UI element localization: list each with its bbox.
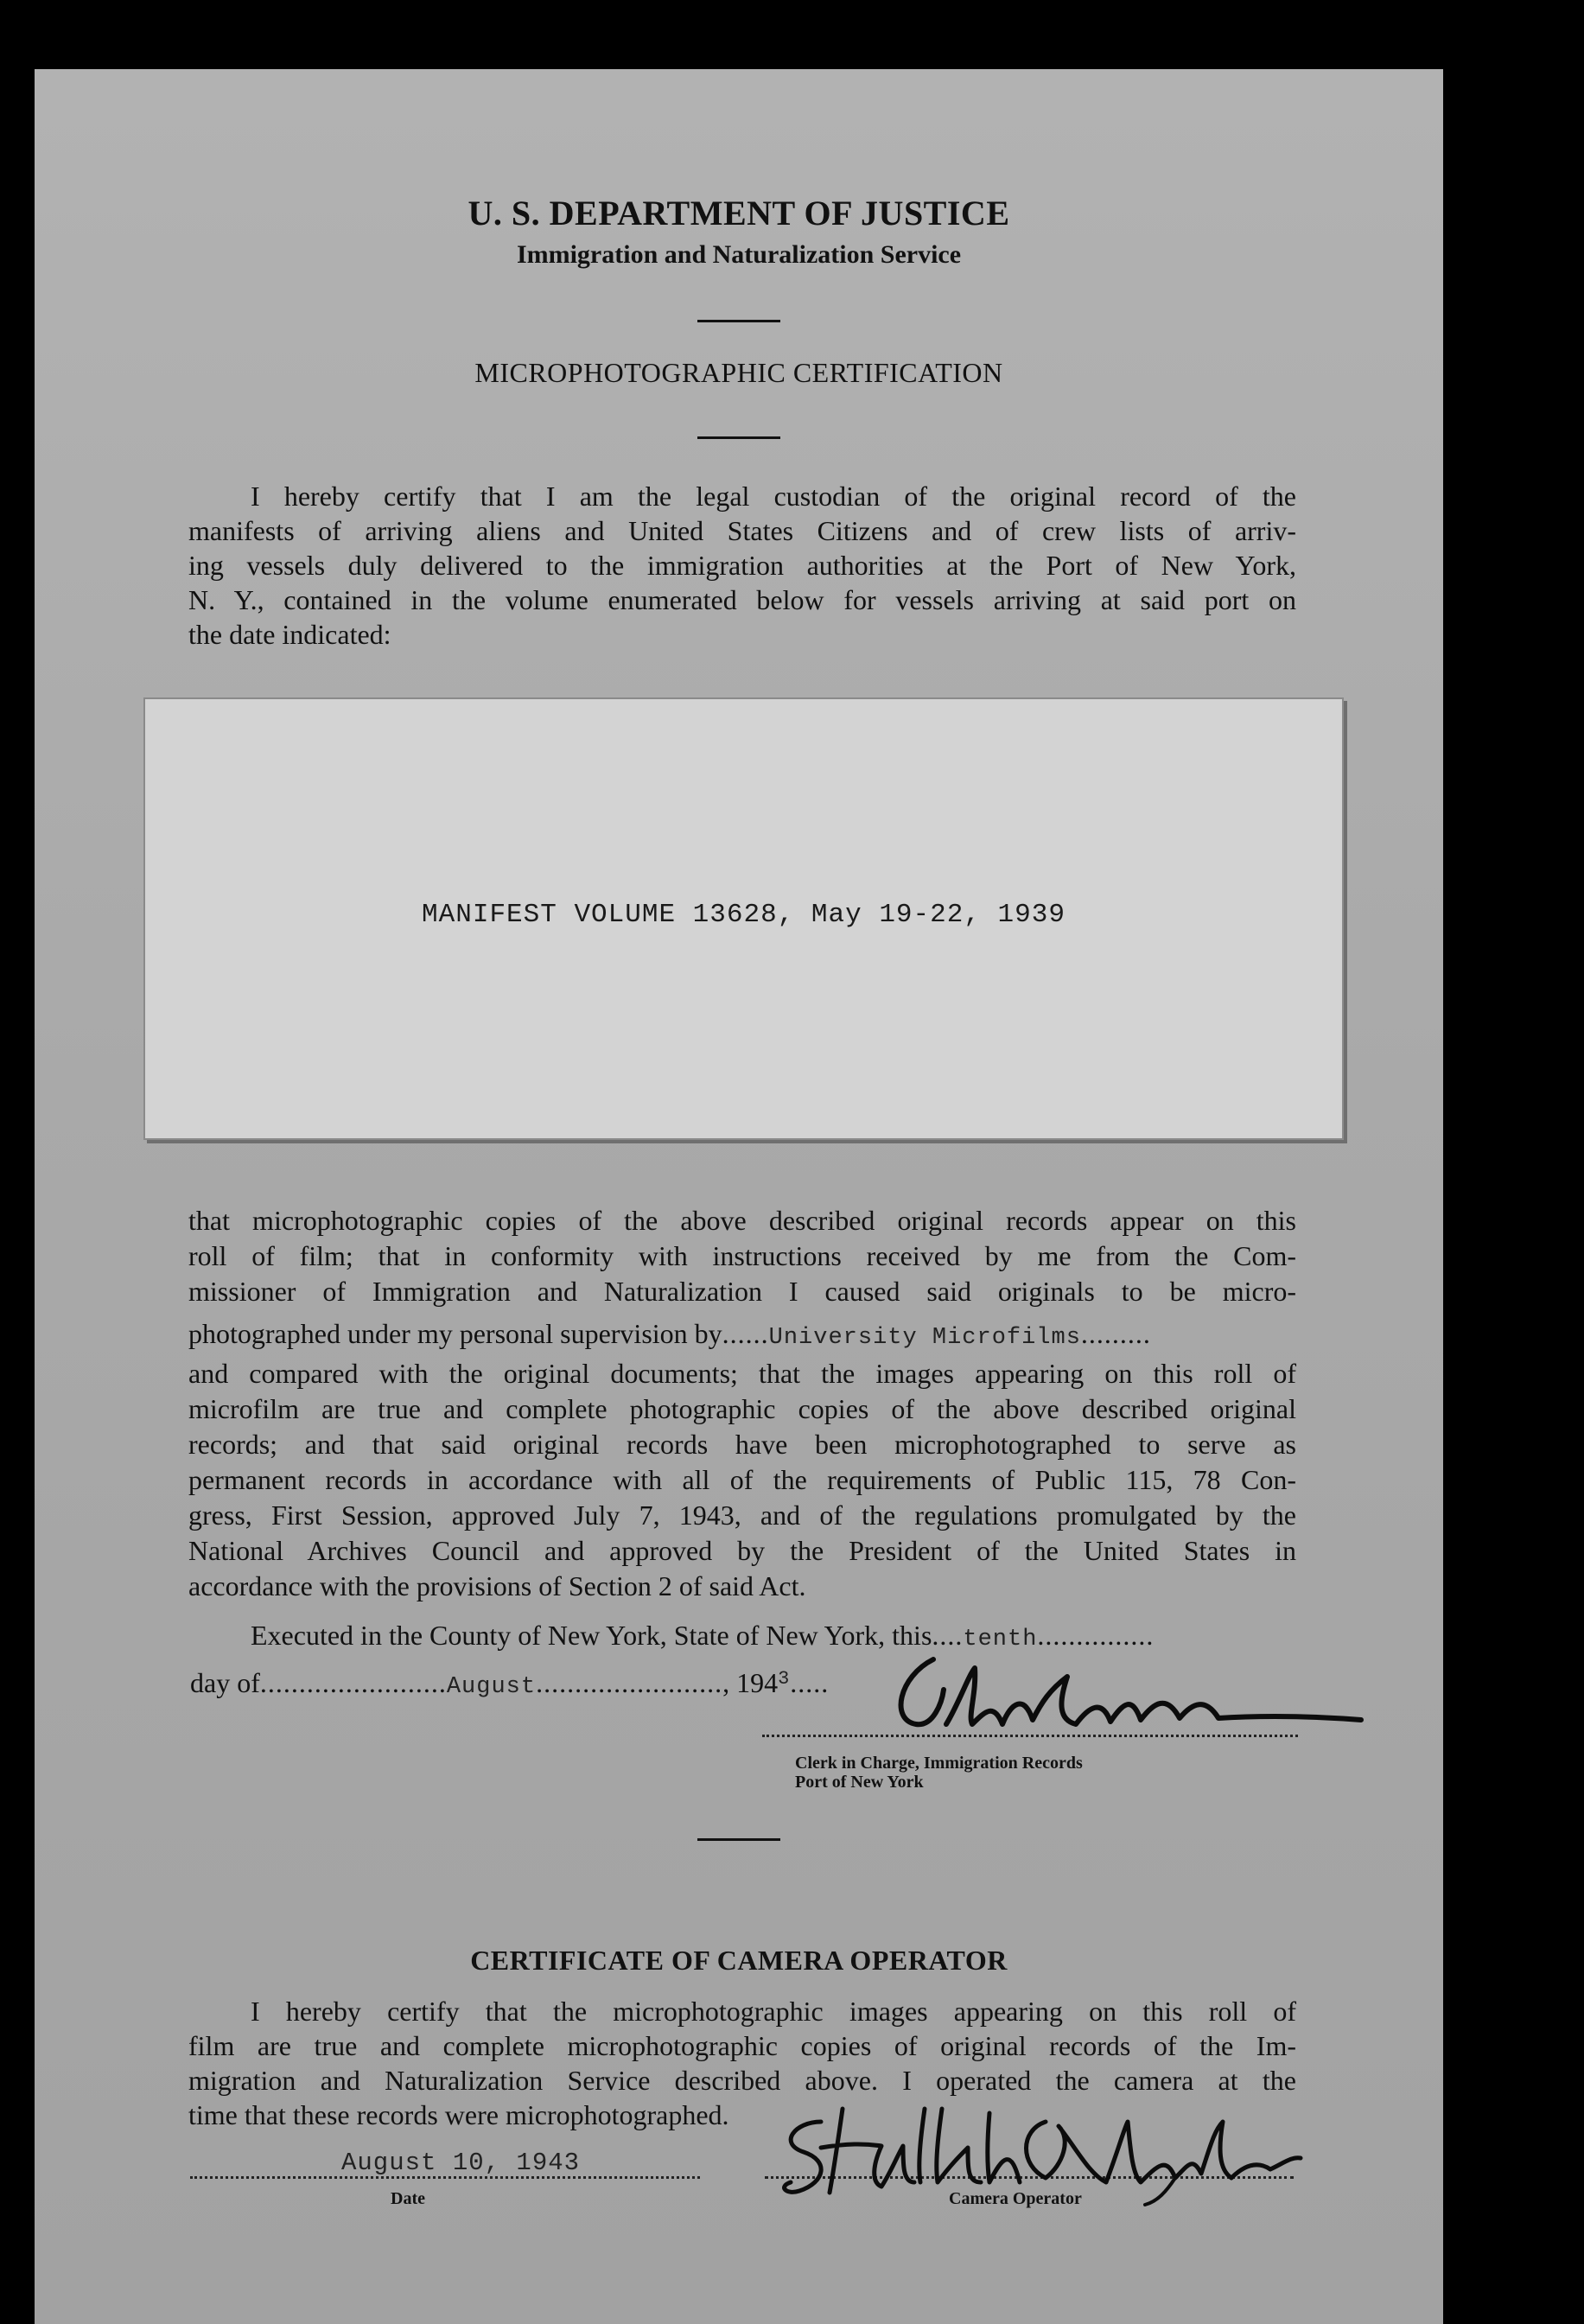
dot-leader: .... [932,1620,964,1651]
clerk-title-line2: Port of New York [795,1773,924,1792]
dot-leader: ........................ [259,1667,447,1698]
manifest-card [143,697,1344,1140]
supervisor-value: University Microfilms [768,1325,1081,1351]
intro-line: I hereby certify that I am the legal custodian of the original record of the [251,481,1296,512]
service-subheading: Immigration and Naturalization Service [516,240,962,269]
intro-line: manifests of arriving aliens and United States Citizens and of crew lists of arriv- [188,515,1296,546]
body-line: accordance with the provisions of Section 2 of said Act. [188,1570,806,1601]
certificate-page [35,69,1443,2324]
body-line: National Archives Council and approved by the President of the United States in [188,1535,1296,1566]
body-line: and compared with the original documents; that the images appearing on this roll of [188,1358,1296,1389]
certification-title: MICROPHOTOGRAPHIC CERTIFICATION [474,357,1003,388]
execution-month-value: August [446,1674,537,1700]
body-line: roll of film; that in conformity with instructions received by me from the Com- [188,1240,1296,1271]
intro-line: the date indicated: [188,619,391,650]
dot-leader: ..... [790,1667,830,1698]
intro-paragraph [188,479,1296,652]
body-line: records; and that said original records have been microphotographed to serve as [188,1429,1296,1460]
day-of-label: day of [190,1667,260,1698]
year-digit: 3 [778,1668,791,1690]
supervision-prefix: photographed under my personal supervision by [188,1318,722,1349]
execution-prefix: Executed in the County of New York, State of New York, this [251,1620,932,1651]
body-line: permanent records in accordance with all of the requirements of Public 115, 78 Con- [188,1464,1296,1495]
dot-leader: ......... [1080,1318,1151,1349]
execution-day-value: tenth [963,1627,1038,1652]
camera-line: film are true and complete microphotographic copies of original records of the Im- [188,2030,1296,2061]
intro-line: ing vessels duly delivered to the immigration authorities at the Port of New York, [188,550,1296,581]
body-paragraph [188,1203,1296,1604]
year-prefix: , 194 [722,1667,779,1698]
camera-line: I hereby certify that the microphotographic images appearing on this roll of [251,1996,1296,2027]
divider-rule [697,320,780,322]
dot-leader: ............... [1037,1620,1155,1651]
manifest-volume-text: MANIFEST VOLUME 13628, May 19-22, 1939 [422,900,1066,930]
date-label: Date [391,2189,425,2208]
clerk-signature [881,1642,1365,1746]
camera-line: time that these records were microphotographed. [188,2099,729,2130]
body-line: missioner of Immigration and Naturalization I caused said originals to be micro- [188,1276,1296,1307]
body-line: gress, First Session, approved July 7, 1943, and of the regulations promulgated by the [188,1499,1296,1531]
supervision-line [188,1316,1296,1356]
dot-leader: ...... [722,1318,769,1349]
body-line: that microphotographic copies of the above described original records appear on this [188,1205,1296,1236]
clerk-title-line1: Clerk in Charge, Immigration Records [795,1754,1083,1773]
camera-date-value: August 10, 1943 [341,2149,581,2177]
dot-leader: ........................ [536,1667,723,1698]
camera-line: migration and Naturalization Service described above. I operated the camera at the [188,2065,1296,2096]
divider-rule [697,436,780,439]
intro-line: N. Y., contained in the volume enumerated below for vessels arriving at said port on [188,584,1296,615]
date-line [190,1667,829,1700]
clerk-title [795,1754,1083,1792]
camera-certificate-title: CERTIFICATE OF CAMERA OPERATOR [470,1945,1008,1976]
body-line: microfilm are true and complete photographic copies of the above described original [188,1393,1296,1424]
divider-rule [697,1838,780,1841]
camera-operator-label: Camera Operator [949,2189,1082,2208]
department-heading: U. S. DEPARTMENT OF JUSTICE [468,194,1010,232]
